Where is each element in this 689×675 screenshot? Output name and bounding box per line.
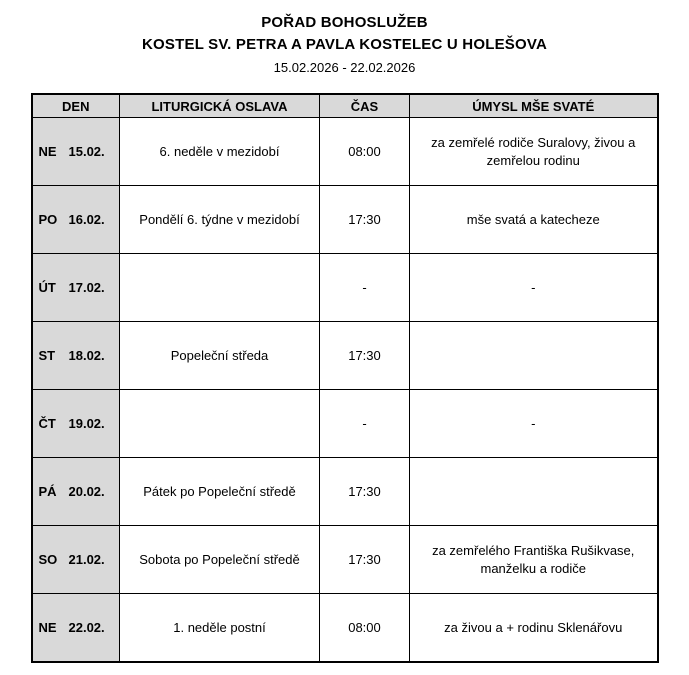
intention-cell: mše svatá a katecheze [410, 186, 658, 254]
table-row [32, 254, 658, 322]
time-cell: 08:00 [320, 118, 410, 186]
day-abbr: NE [38, 619, 57, 635]
table-row [32, 322, 658, 390]
celebration-cell: 1. neděle postní [120, 594, 320, 662]
document-header [0, 12, 689, 77]
day-date: 16.02. [68, 212, 105, 228]
column-header-liturgicka-oslava: LITURGICKÁ OSLAVA [120, 94, 320, 118]
table-row [32, 118, 658, 186]
column-header-den: DEN [32, 94, 120, 118]
time-cell: 17:30 [320, 526, 410, 594]
intention-cell: za živou a + rodinu Sklenářovu [410, 594, 658, 662]
day-date: 18.02. [68, 348, 105, 364]
church-name: KOSTEL SV. PETRA A PAVLA KOSTELEC U HOLEŠOVA [142, 35, 547, 53]
intention-cell: - [410, 390, 658, 458]
celebration-cell: 6. neděle v mezidobí [120, 118, 320, 186]
day-abbr: NE [38, 144, 57, 160]
celebration-cell: Popeleční středa [120, 322, 320, 390]
date-range: 15.02.2026 - 22.02.2026 [273, 59, 416, 75]
day-cell [32, 390, 120, 458]
column-header-umysl: ÚMYSL MŠE SVATÉ [410, 94, 658, 118]
time-cell: 08:00 [320, 594, 410, 662]
table-row [32, 526, 658, 594]
day-cell [32, 322, 120, 390]
day-date: 15.02. [68, 144, 105, 160]
day-date: 17.02. [68, 280, 105, 296]
day-cell [32, 186, 120, 254]
day-cell [32, 526, 120, 594]
time-cell: - [320, 390, 410, 458]
intention-cell [410, 458, 658, 526]
day-date: 21.02. [68, 552, 105, 568]
day-abbr: ČT [38, 416, 56, 432]
day-abbr: ÚT [38, 280, 56, 296]
intention-cell: - [410, 254, 658, 322]
table-row [32, 458, 658, 526]
celebration-cell [120, 254, 320, 322]
time-cell: 17:30 [320, 458, 410, 526]
day-abbr: ST [38, 348, 56, 364]
day-abbr: PO [38, 212, 58, 228]
day-date: 19.02. [68, 416, 105, 432]
intention-cell: za zemřelé rodiče Suralovy, živou a zemřelou rodinu [410, 118, 658, 186]
header-row [32, 94, 658, 118]
day-cell [32, 458, 120, 526]
day-date: 22.02. [68, 619, 105, 635]
time-cell: 17:30 [320, 186, 410, 254]
table-row [32, 186, 658, 254]
day-abbr: SO [38, 552, 58, 568]
celebration-cell: Sobota po Popeleční středě [120, 526, 320, 594]
time-cell: - [320, 254, 410, 322]
day-cell [32, 118, 120, 186]
day-cell [32, 254, 120, 322]
table-body [32, 118, 658, 662]
document-title: POŘAD BOHOSLUŽEB [261, 14, 428, 31]
time-cell: 17:30 [320, 322, 410, 390]
celebration-cell: Pondělí 6. týdne v mezidobí [120, 186, 320, 254]
schedule-table [31, 93, 659, 663]
intention-cell [410, 322, 658, 390]
table-row [32, 594, 658, 662]
column-header-cas: ČAS [320, 94, 410, 118]
day-date: 20.02. [68, 484, 105, 500]
table-row [32, 390, 658, 458]
celebration-cell: Pátek po Popeleční středě [120, 458, 320, 526]
day-cell [32, 594, 120, 662]
intention-cell: za zemřelého Františka Rušikvase, manželku a rodiče [410, 526, 658, 594]
celebration-cell [120, 390, 320, 458]
day-abbr: PÁ [38, 484, 57, 500]
